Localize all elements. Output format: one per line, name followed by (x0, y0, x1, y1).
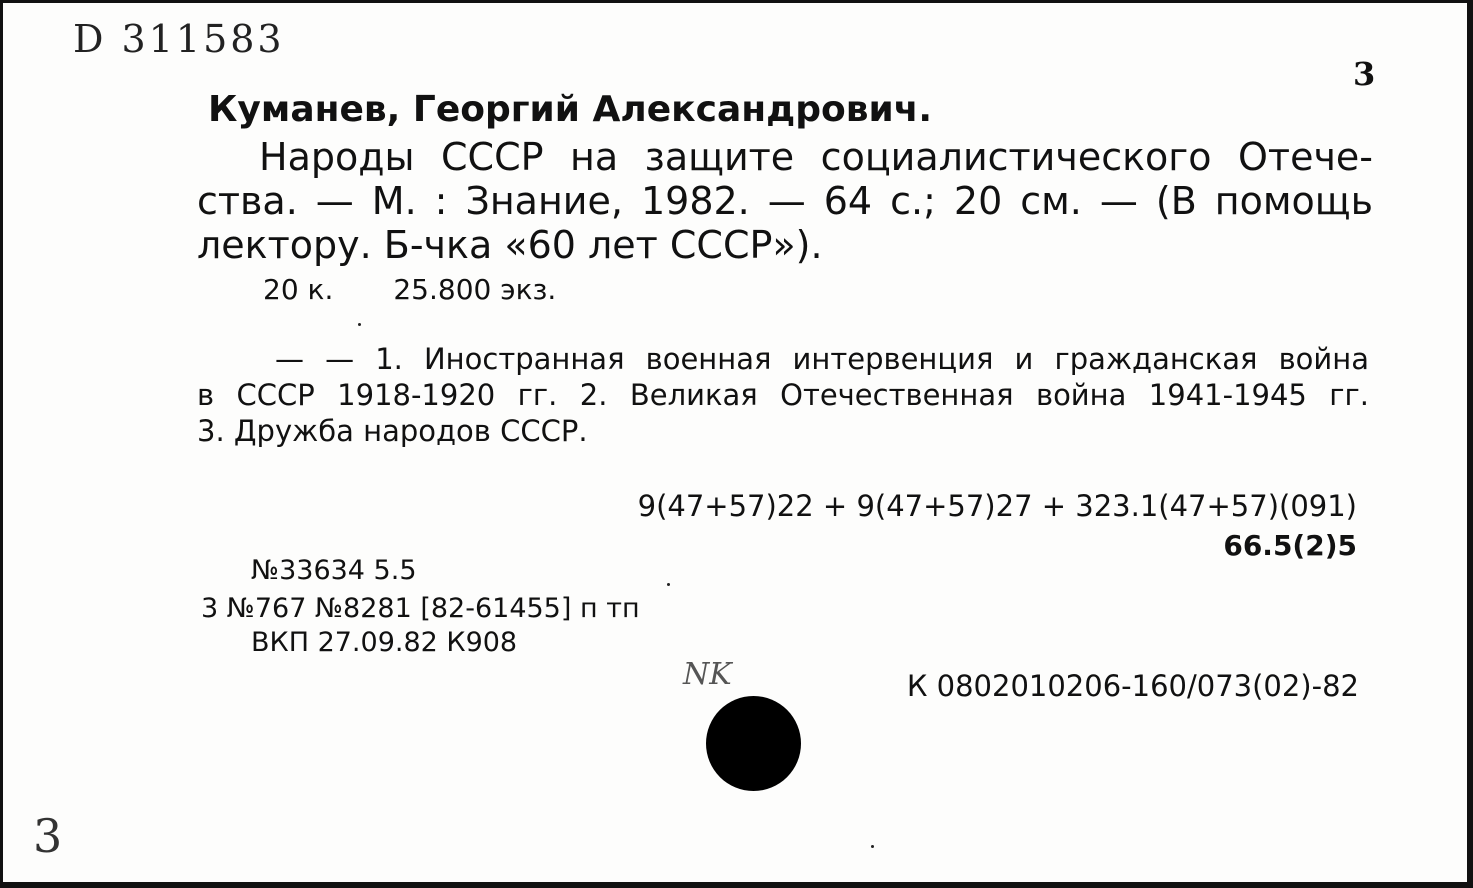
description-line: лектору. Б-чка «60 лет СССР»). (197, 223, 823, 267)
subject-line: — — 1. Иностранная военная интервенция и гражданская война (275, 342, 1369, 376)
print-run: 25.800 экз. (393, 273, 557, 306)
subject-line: в СССР 1918-1920 гг. 2. Великая Отечественная война 1941-1945 гг. (197, 378, 1369, 412)
subject-line: 3. Дружба народов СССР. (197, 414, 588, 448)
description-line: ства. — М. : Знание, 1982. — 64 с.; 20 см. — (В помощь (197, 179, 1373, 223)
subject-headings (197, 341, 1369, 449)
speck (358, 323, 361, 326)
price: 20 к. (263, 273, 334, 306)
punch-hole (706, 696, 801, 791)
description-line: Народы СССР на защите социалистического Отече- (259, 135, 1373, 179)
speck (667, 583, 670, 586)
author-heading: Куманев, Георгий Александрович. (208, 89, 933, 130)
classification-index: 9(47+57)22 + 9(47+57)27 + 323.1(47+57)(091) (637, 489, 1357, 523)
catalog-code: К 0802010206-160/073(02)-82 (906, 669, 1359, 703)
classification-subindex: 66.5(2)5 (1223, 529, 1357, 562)
handwritten-initials: NK (683, 657, 732, 692)
price-and-copies (263, 273, 556, 306)
card-number: 3 (1353, 55, 1376, 93)
registration-line: №33634 5.5 (251, 555, 417, 586)
registration-line: ВКП 27.09.82 К908 (251, 627, 518, 658)
bibliographic-description (197, 135, 1373, 267)
corner-mark: 3 (33, 809, 66, 863)
speck (871, 845, 874, 848)
accession-number: D 311583 (73, 17, 285, 61)
registration-line: 3 №767 №8281 [82-61455] п тп (201, 593, 640, 624)
